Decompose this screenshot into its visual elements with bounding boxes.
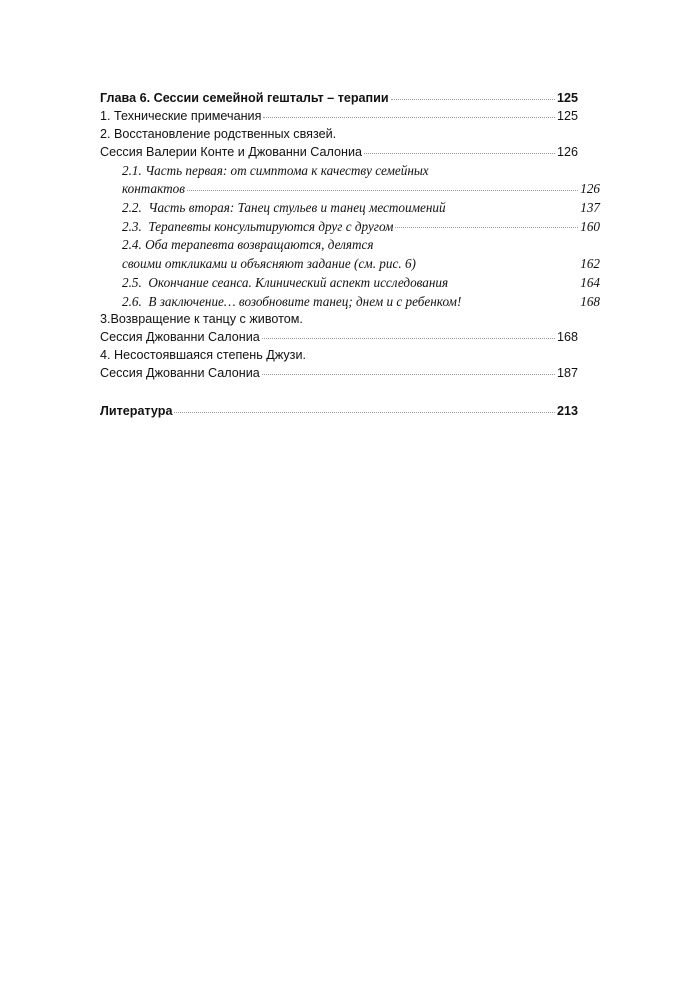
leader-dots bbox=[418, 265, 578, 266]
toc-entry-item-2-1-continued bbox=[100, 180, 600, 199]
toc-entry-title: 2.3. Терапевты консультируются друг с другом bbox=[122, 218, 394, 234]
toc-entry-title: 3.Возвращение к танцу с животом. bbox=[100, 312, 303, 327]
toc-entry-item-3-session bbox=[100, 329, 578, 347]
toc-entry-title: Сессия Джованни Салониа bbox=[100, 366, 260, 380]
table-of-contents bbox=[100, 90, 600, 421]
toc-entry-title: 2.6. В заключение… возобновите танец; днем и с ребенком! bbox=[122, 293, 462, 309]
toc-entry-title: контактов bbox=[122, 181, 185, 197]
toc-entry-bibliography bbox=[100, 403, 578, 421]
toc-entry-item-2-4-continued bbox=[100, 255, 600, 274]
toc-entry-title: Сессия Валерии Конте и Джованни Салониа bbox=[100, 144, 363, 159]
leader-dots bbox=[448, 209, 579, 210]
toc-entry-item-2-1 bbox=[100, 162, 578, 181]
toc-entry-item-2-2 bbox=[100, 199, 600, 218]
toc-entry-title: 2.2. Часть вторая: Танец стульев и танец местоимений bbox=[122, 199, 446, 215]
toc-entry-page: 126 bbox=[556, 144, 578, 159]
leader-dots bbox=[263, 116, 555, 118]
toc-entry-item-2-5 bbox=[100, 274, 600, 293]
leader-dots bbox=[364, 152, 555, 154]
toc-entry-item-3 bbox=[100, 311, 578, 329]
toc-entry-item-2-6 bbox=[100, 293, 600, 312]
toc-entry-item-2-session bbox=[100, 144, 578, 162]
leader-dots bbox=[463, 302, 578, 303]
toc-entry-title: 2. Восстановление родственных связей. bbox=[100, 126, 337, 141]
toc-entry-title: своими откликами и объясняют задание (см. рис. 6) bbox=[122, 256, 416, 272]
toc-entry-page: 164 bbox=[580, 274, 600, 290]
toc-entry-item-1 bbox=[100, 108, 578, 126]
toc-entry-item-4-session bbox=[100, 365, 578, 383]
leader-dots bbox=[174, 411, 555, 413]
toc-entry-page: 187 bbox=[556, 366, 578, 380]
toc-entry-title: 1. Технические примечания bbox=[100, 108, 262, 123]
toc-entry-item-4 bbox=[100, 347, 578, 365]
toc-entry-item-2 bbox=[100, 126, 578, 144]
leader-dots bbox=[391, 98, 555, 100]
leader-dots bbox=[262, 373, 555, 375]
leader-dots bbox=[395, 226, 578, 228]
toc-entry-title: Глава 6. Сессии семейной гештальт – терапии bbox=[100, 91, 389, 105]
toc-entry-page: 168 bbox=[556, 330, 578, 345]
toc-entry-page: 162 bbox=[580, 256, 600, 272]
toc-entry-title: 2.1. Часть первая: от симптома к качеству семейных bbox=[122, 162, 429, 178]
toc-entry-item-2-4 bbox=[100, 236, 578, 255]
toc-entry-title: 2.5. Окончание сеанса. Клинический аспект исследования bbox=[122, 274, 449, 290]
toc-entry-title: 2.4. Оба терапевта возвращаются, делятся bbox=[122, 237, 374, 253]
toc-entry-item-2-3 bbox=[100, 218, 600, 237]
toc-entry-title: 4. Несостоявшаяся степень Джузи. bbox=[100, 348, 306, 363]
toc-entry-page: 126 bbox=[580, 181, 600, 197]
leader-dots bbox=[262, 337, 555, 339]
toc-entry-page: 137 bbox=[580, 199, 600, 215]
toc-entry-title: Сессия Джованни Салониа bbox=[100, 330, 260, 345]
toc-entry-page: 125 bbox=[556, 108, 578, 123]
toc-entry-page: 125 bbox=[556, 91, 578, 105]
toc-entry-page: 168 bbox=[580, 293, 600, 309]
toc-entry-title: Литература bbox=[100, 403, 173, 418]
leader-dots bbox=[187, 189, 578, 191]
toc-entry-page: 213 bbox=[556, 403, 578, 418]
leader-dots bbox=[450, 284, 578, 285]
toc-entry-page: 160 bbox=[580, 218, 600, 234]
toc-entry-chapter-6 bbox=[100, 90, 578, 108]
section-spacer bbox=[100, 383, 578, 403]
